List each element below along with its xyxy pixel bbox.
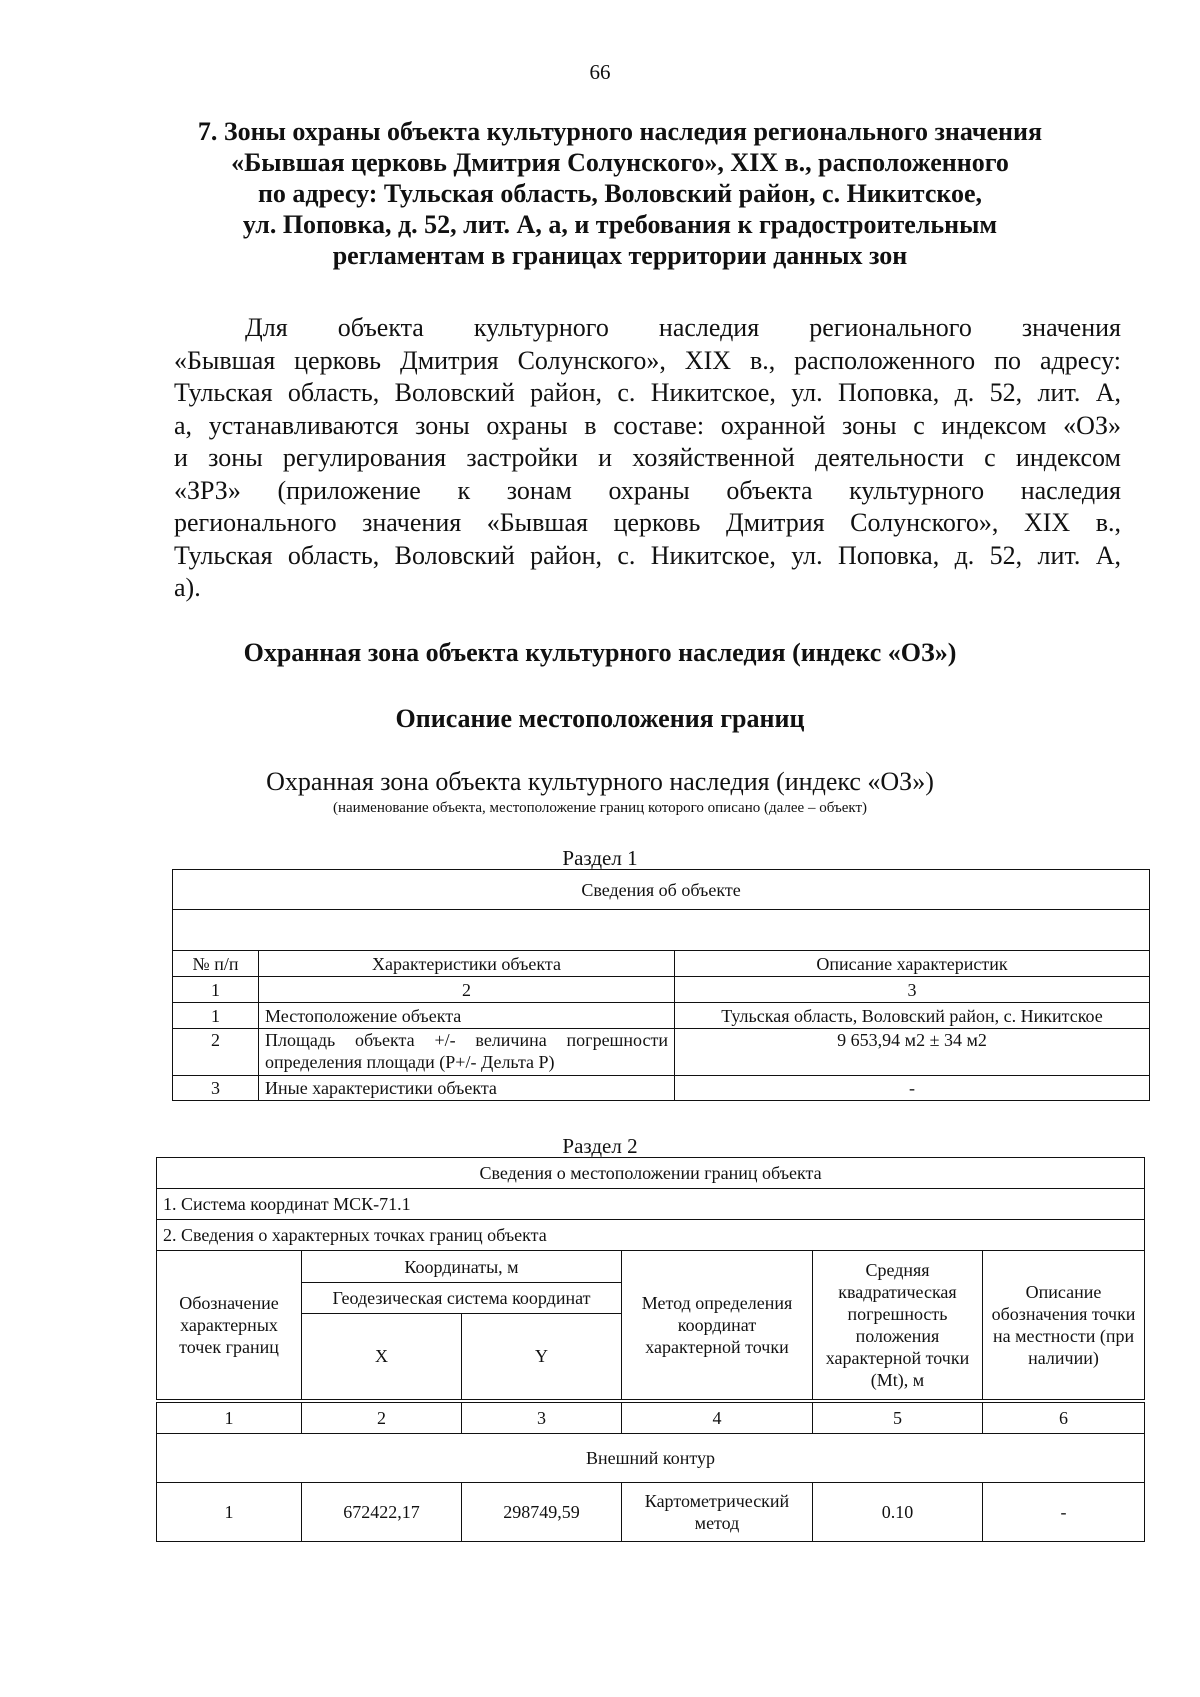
- row-value: 9 653,94 м2 ± 34 м2: [675, 1029, 1150, 1076]
- heading-line: «Бывшая церковь Дмитрия Солунского», XIX в., расположенного: [231, 148, 1009, 177]
- paragraph-line: Тульская область, Воловский район, с. Никитское, ул. Поповка, д. 52, лит. А,: [174, 540, 1121, 570]
- header-geodetic: Геодезическая система координат: [302, 1283, 622, 1314]
- heading-line: ул. Поповка, д. 52, лит. А, а, и требования к градостроительным: [242, 210, 998, 239]
- points-title: 2. Сведения о характерных точках границ объекта: [157, 1220, 1145, 1251]
- paragraph-line: «Бывшая церковь Дмитрия Солунского», XIX в., расположенного по адресу:: [174, 345, 1121, 375]
- header-method: Метод определения координат характерной точки: [622, 1251, 813, 1401]
- section1-table: [172, 869, 1150, 1101]
- section2-title: Сведения о местоположении границ объекта: [157, 1158, 1145, 1189]
- paragraph-line: а, устанавливаются зоны охраны в составе: охранной зоны с индексом «ОЗ»: [174, 410, 1121, 440]
- heading-line: регламентам в границах территории данных зон: [332, 241, 908, 270]
- header-y: Y: [462, 1314, 622, 1401]
- column-number: 4: [622, 1401, 813, 1434]
- header-x: X: [302, 1314, 462, 1401]
- table-row: [173, 1029, 1150, 1076]
- header-coords: Координаты, м: [302, 1251, 622, 1283]
- paragraph-line: и зоны регулирования застройки и хозяйственной деятельности с индексом: [174, 443, 1121, 472]
- section1-title: Сведения об объекте: [173, 870, 1150, 910]
- document-heading: [120, 116, 1120, 271]
- heading-line: по адресу: Тульская область, Воловский район, с. Никитское,: [257, 179, 983, 208]
- section2-label: Раздел 2: [562, 1134, 638, 1158]
- row-value: -: [675, 1076, 1150, 1101]
- object-name: Охранная зона объекта культурного наследия (индекс «ОЗ»): [266, 767, 934, 796]
- row-number: 2: [173, 1029, 259, 1076]
- point-y: 298749,59: [462, 1483, 622, 1542]
- column-number: 2: [302, 1401, 462, 1434]
- object-name-caption: (наименование объекта, местоположение границ которого описано (далее – объект): [332, 800, 868, 816]
- header-characteristics: Характеристики объекта: [259, 951, 675, 977]
- paragraph-line: «ЗРЗ» (приложение к зонам охраны объекта культурного наследия: [174, 475, 1121, 505]
- column-number: 5: [813, 1401, 983, 1434]
- row-number: 1: [173, 1003, 259, 1029]
- paragraph-line: а).: [174, 573, 201, 602]
- point-error: 0.10: [813, 1483, 983, 1542]
- table-row: [173, 1003, 1150, 1029]
- body-paragraph: [174, 312, 1121, 605]
- section1-label: Раздел 1: [562, 846, 638, 870]
- header-description: Описание характеристик: [675, 951, 1150, 977]
- section-title: Охранная зона объекта культурного наследия (индекс «ОЗ»): [243, 638, 957, 667]
- subsection-title: Описание местоположения границ: [395, 704, 805, 733]
- column-number: 1: [173, 977, 259, 1003]
- row-characteristic: Иные характеристики объекта: [259, 1076, 675, 1101]
- header-point: Обозначение характерных точек границ: [157, 1251, 302, 1401]
- row-number: 3: [173, 1076, 259, 1101]
- paragraph-line: Тульская область, Воловский район, с. Никитское, ул. Поповка, д. 52, лит. А,: [174, 378, 1121, 407]
- point-x: 672422,17: [302, 1483, 462, 1542]
- point-method: Картометрический метод: [622, 1483, 813, 1542]
- row-characteristic: Площадь объекта +/- величина погрешности определения площади (Р+/- Дельта Р): [259, 1029, 675, 1076]
- column-number: 1: [157, 1401, 302, 1434]
- paragraph-line: Для объекта культурного наследия регионального значения: [245, 313, 1121, 342]
- coordinate-system: 1. Система координат МСК-71.1: [157, 1189, 1145, 1220]
- header-number: № п/п: [173, 951, 259, 977]
- column-number: 6: [983, 1401, 1145, 1434]
- column-number: 3: [462, 1401, 622, 1434]
- table-row: [173, 1076, 1150, 1101]
- column-number: 2: [259, 977, 675, 1003]
- header-error: Средняя квадратическая погрешность положения характерной точки (Mt), м: [813, 1251, 983, 1401]
- empty-row: [173, 910, 1150, 951]
- section2-table: [156, 1157, 1145, 1542]
- point-id: 1: [157, 1483, 302, 1542]
- table-row: [157, 1483, 1145, 1542]
- row-value: Тульская область, Воловский район, с. Никитское: [675, 1003, 1150, 1029]
- contour-label: Внешний контур: [157, 1434, 1145, 1483]
- point-description: -: [983, 1483, 1145, 1542]
- page-number: 66: [589, 60, 611, 84]
- paragraph-line: регионального значения «Бывшая церковь Дмитрия Солунского», XIX в.,: [174, 508, 1121, 537]
- row-characteristic: Местоположение объекта: [259, 1003, 675, 1029]
- column-number: 3: [675, 977, 1150, 1003]
- header-description: Описание обозначения точки на местности (при наличии): [983, 1251, 1145, 1401]
- heading-line: 7. Зоны охраны объекта культурного наследия регионального значения: [197, 117, 1043, 146]
